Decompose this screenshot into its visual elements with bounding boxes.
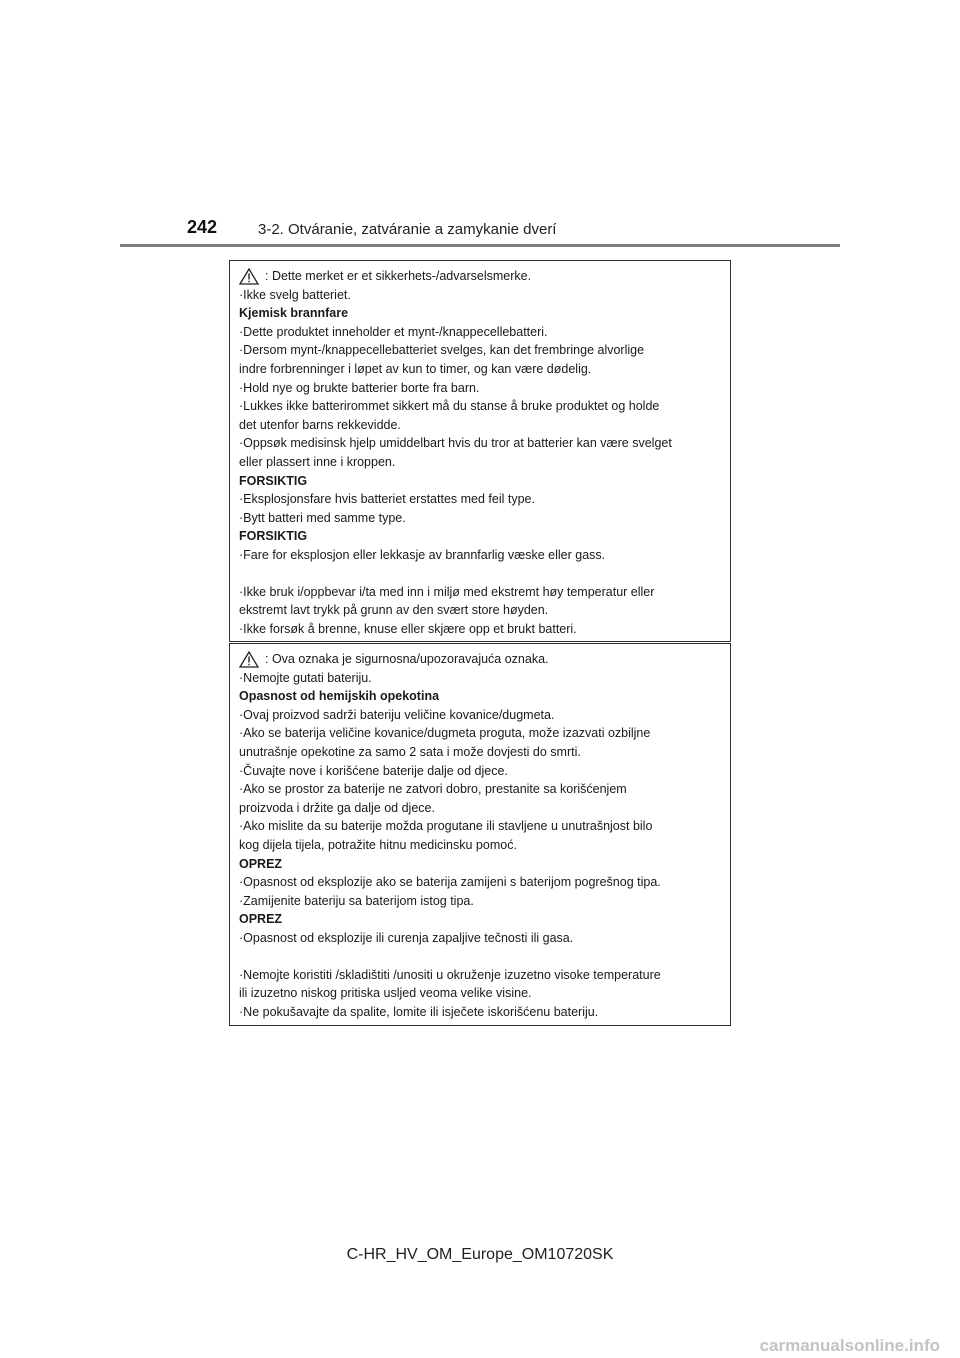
text-line: ·Bytt batteri med samme type. [239, 510, 406, 525]
section-heading: FORSIKTIG [239, 473, 308, 488]
text-line: ·Ako se baterija veličine kovanice/dugmeta proguta, može izazvati ozbiljne [239, 726, 651, 741]
text-line: unutrašnje opekotine za samo 2 sata i može dovjesti do smrti. [239, 744, 581, 759]
text-line: ·Dette produktet inneholder et mynt-/knappecellebatteri. [239, 324, 548, 339]
text-line: ·Ako mislite da su baterije možda progutane ili stavljene u unutrašnjost bilo [239, 819, 653, 834]
text-line: ·Opasnost od eksplozije ili curenja zapaljive tečnosti ili gasa. [239, 930, 574, 945]
text-line: ·Hold nye og brukte batterier borte fra barn. [239, 380, 480, 395]
warning-triangle-icon [239, 651, 259, 668]
blank-line [239, 565, 720, 583]
text-line: ·Ikke bruk i/oppbevar i/ta med inn i miljø med ekstremt høy temperatur eller [239, 584, 655, 599]
text-line: indre forbrenninger i løpet av kun to timer, og kan være dødelig. [239, 361, 592, 376]
document-code: C-HR_HV_OM_Europe_OM10720SK [346, 1246, 614, 1263]
text-line: ·Ikke forsøk å brenne, knuse eller skjære opp et brukt batteri. [239, 621, 577, 636]
norwegian-warning-box [229, 260, 731, 642]
text-line: ·Ako se prostor za baterije ne zatvori dobro, prestanite sa korišćenjem [239, 782, 627, 797]
text-line: ·Fare for eksplosjon eller lekkasje av brannfarlig væske eller gass. [239, 547, 606, 562]
page-number: 242 [187, 217, 218, 237]
watermark: carmanualsonline.info [759, 1336, 940, 1355]
text-line: ·Čuvajte nove i korišćene baterije dalje od djece. [239, 763, 508, 778]
text-line: eller plassert inne i kroppen. [239, 454, 396, 469]
text-line: ·Nemojte koristiti /skladištiti /unositi u okruženje izuzetno visoke temperature [239, 967, 661, 982]
text-line: ·Dersom mynt-/knappecellebatteriet svelges, kan det frembringe alvorlige [239, 343, 645, 358]
text-line: ·Opasnost od eksplozije ako se baterija zamijeni s baterijom pogrešnog tipa. [239, 875, 661, 890]
section-heading: OPREZ [239, 856, 283, 871]
section-heading: OPREZ [239, 912, 283, 927]
text-line: ·Lukkes ikke batterirommet sikkert må du stanse å bruke produktet og holde [239, 399, 660, 414]
text-line: ·Oppsøk medisinsk hjelp umiddelbart hvis du tror at batterier kan være svelget [239, 436, 672, 451]
warning-line [239, 267, 720, 286]
text-line: proizvoda i držite ga dalje od djece. [239, 800, 435, 815]
croatian-lines [239, 669, 720, 1022]
warning-triangle-icon [239, 268, 259, 285]
blank-line [239, 948, 720, 966]
norwegian-lines [239, 286, 720, 639]
section-title: 3-2. Otváranie, zatváranie a zamykanie dverí [258, 221, 557, 238]
text-line: ·Ikke svelg batteriet. [239, 287, 351, 302]
text-line: ili izuzetno niskog pritiska usljed veoma velike visine. [239, 986, 532, 1001]
text-line: ·Nemojte gutati bateriju. [239, 670, 372, 685]
header-rule [120, 244, 840, 247]
warning-line [239, 650, 720, 669]
section-heading: Kjemisk brannfare [239, 306, 349, 321]
croatian-warning-box [229, 643, 731, 1026]
text-line: kog dijela tijela, potražite hitnu medicinsku pomoć. [239, 837, 517, 852]
warning-line-text: : Ova oznaka je sigurnosna/upozoravajuća oznaka. [265, 652, 549, 666]
warning-line-text: : Dette merket er et sikkerhets-/advarselsmerke. [265, 269, 532, 283]
text-line: ·Eksplosjonsfare hvis batteriet erstattes med feil type. [239, 492, 535, 507]
text-line: ·Zamijenite bateriju sa baterijom istog tipa. [239, 893, 474, 908]
text-line: ekstremt lavt trykk på grunn av den svært store høyden. [239, 603, 549, 618]
text-line: ·Ovaj proizvod sadrži bateriju veličine kovanice/dugmeta. [239, 707, 555, 722]
section-heading: FORSIKTIG [239, 529, 308, 544]
text-line: det utenfor barns rekkevidde. [239, 417, 401, 432]
text-line: ·Ne pokušavajte da spalite, lomite ili isječete iskorišćenu bateriju. [239, 1004, 599, 1019]
section-heading: Opasnost od hemijskih opekotina [239, 689, 440, 704]
